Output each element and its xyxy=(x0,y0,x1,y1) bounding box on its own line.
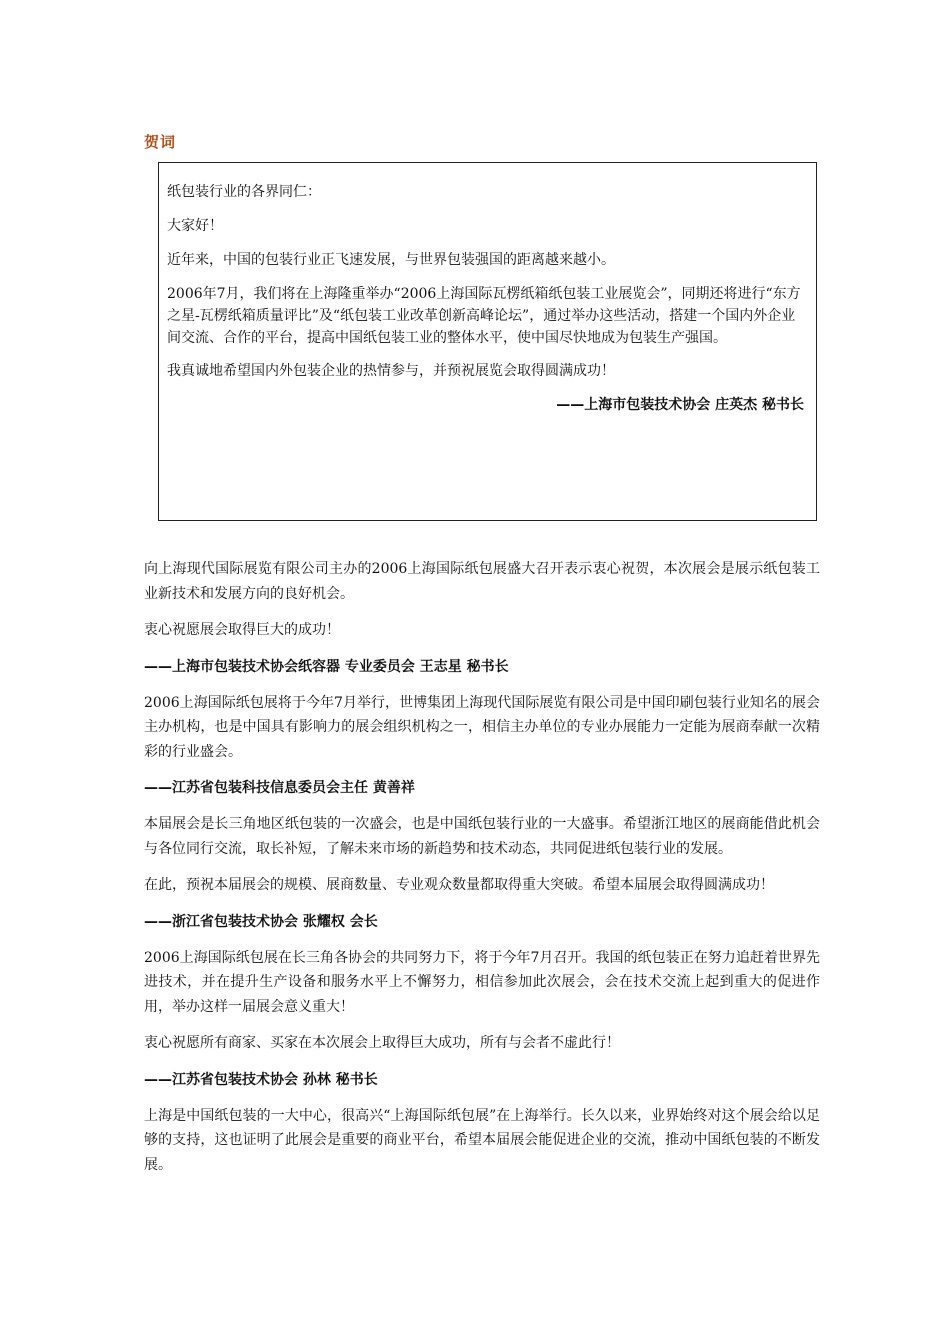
letter-paragraph-3: 我真诚地希望国内外包装企业的热情参与，并预祝展览会取得圆满成功！ xyxy=(167,363,615,379)
letter-signature: ——上海市包装技术协会 庄英杰 秘书长 xyxy=(556,397,804,413)
message-4-paragraph-2: 衷心祝愿所有商家、买家在本次展会上取得巨大成功，所有与会者不虚此行！ xyxy=(144,1035,620,1051)
message-2-paragraph-1: 2006上海国际纸包展将于今年7月举行，世博集团上海现代国际展览有限公司是中国印刷包装行业知名的展会主办机构，也是中国具有影响力的展会组织机构之一，相信主办单位的专业办展能力一定能为展商奉献一次精彩的行业盛会。 xyxy=(144,694,820,760)
message-3-signature: ——浙江省包装技术协会 张耀权 会长 xyxy=(144,913,378,930)
letter-paragraph-1: 近年来，中国的包装行业正飞速发展，与世界包装强国的距离越来越小。 xyxy=(167,252,615,268)
letter-paragraph-2: 2006年7月，我们将在上海隆重举办“2006上海国际瓦楞纸箱纸包装工业展览会”，同期还将进行“东方之星-瓦楞纸箱质量评比”及“纸包装工业改革创新高峰论坛”，通过举办这些活动，搭建一个国内外企业间交流、合作的平台，提高中国纸包装工业的整体水平，使中国尽快地成为包装生产强国。 xyxy=(167,286,801,346)
congratulation-messages xyxy=(144,557,820,1189)
message-4-paragraph-1: 2006上海国际纸包展在长三角各协会的共同努力下，将于今年7月召开。我国的纸包装正在努力追赶着世界先进技术，并在提升生产设备和服务水平上不懈努力，相信参加此次展会，会在技术交流上起到重大的促进作用，举办这样一届展会意义重大！ xyxy=(144,949,820,1015)
message-1-signature: ——上海市包装技术协会纸容器 专业委员会 王志星 秘书长 xyxy=(144,658,509,675)
message-4-signature: ——江苏省包装技术协会 孙林 秘书长 xyxy=(144,1071,378,1088)
message-1-paragraph-1: 向上海现代国际展览有限公司主办的2006上海国际纸包展盛大召开表示衷心祝贺，本次展会是展示纸包装工业新技术和发展方向的良好机会。 xyxy=(144,561,820,602)
message-5-paragraph-1: 上海是中国纸包装的一大中心，很高兴“上海国际纸包展”在上海举行。长久以来，业界始终对这个展会给以足够的支持，这也证明了此展会是重要的商业平台，希望本届展会能促进企业的交流，推动中国纸包装的不断发展。 xyxy=(144,1107,820,1173)
letter-salutation: 纸包装行业的各界同仁： xyxy=(167,184,321,200)
message-3-paragraph-2: 在此，预祝本届展会的规模、展商数量、专业观众数量都取得重大突破。希望本届展会取得圆满成功！ xyxy=(144,877,774,893)
letter-hello: 大家好！ xyxy=(167,218,223,234)
greeting-letter-box xyxy=(158,162,817,521)
message-3-paragraph-1: 本届展会是长三角地区纸包装的一次盛会，也是中国纸包装行业的一大盛事。希望浙江地区的展商能借此机会与各位同行交流，取长补短，了解未来市场的新趋势和技术动态，共同促进纸包装行业的发展。 xyxy=(144,816,820,857)
message-2-signature: ——江苏省包装科技信息委员会主任 黄善祥 xyxy=(144,780,415,796)
message-1-paragraph-2: 衷心祝愿展会取得巨大的成功！ xyxy=(144,622,340,638)
page-heading: 贺词 xyxy=(144,133,177,151)
